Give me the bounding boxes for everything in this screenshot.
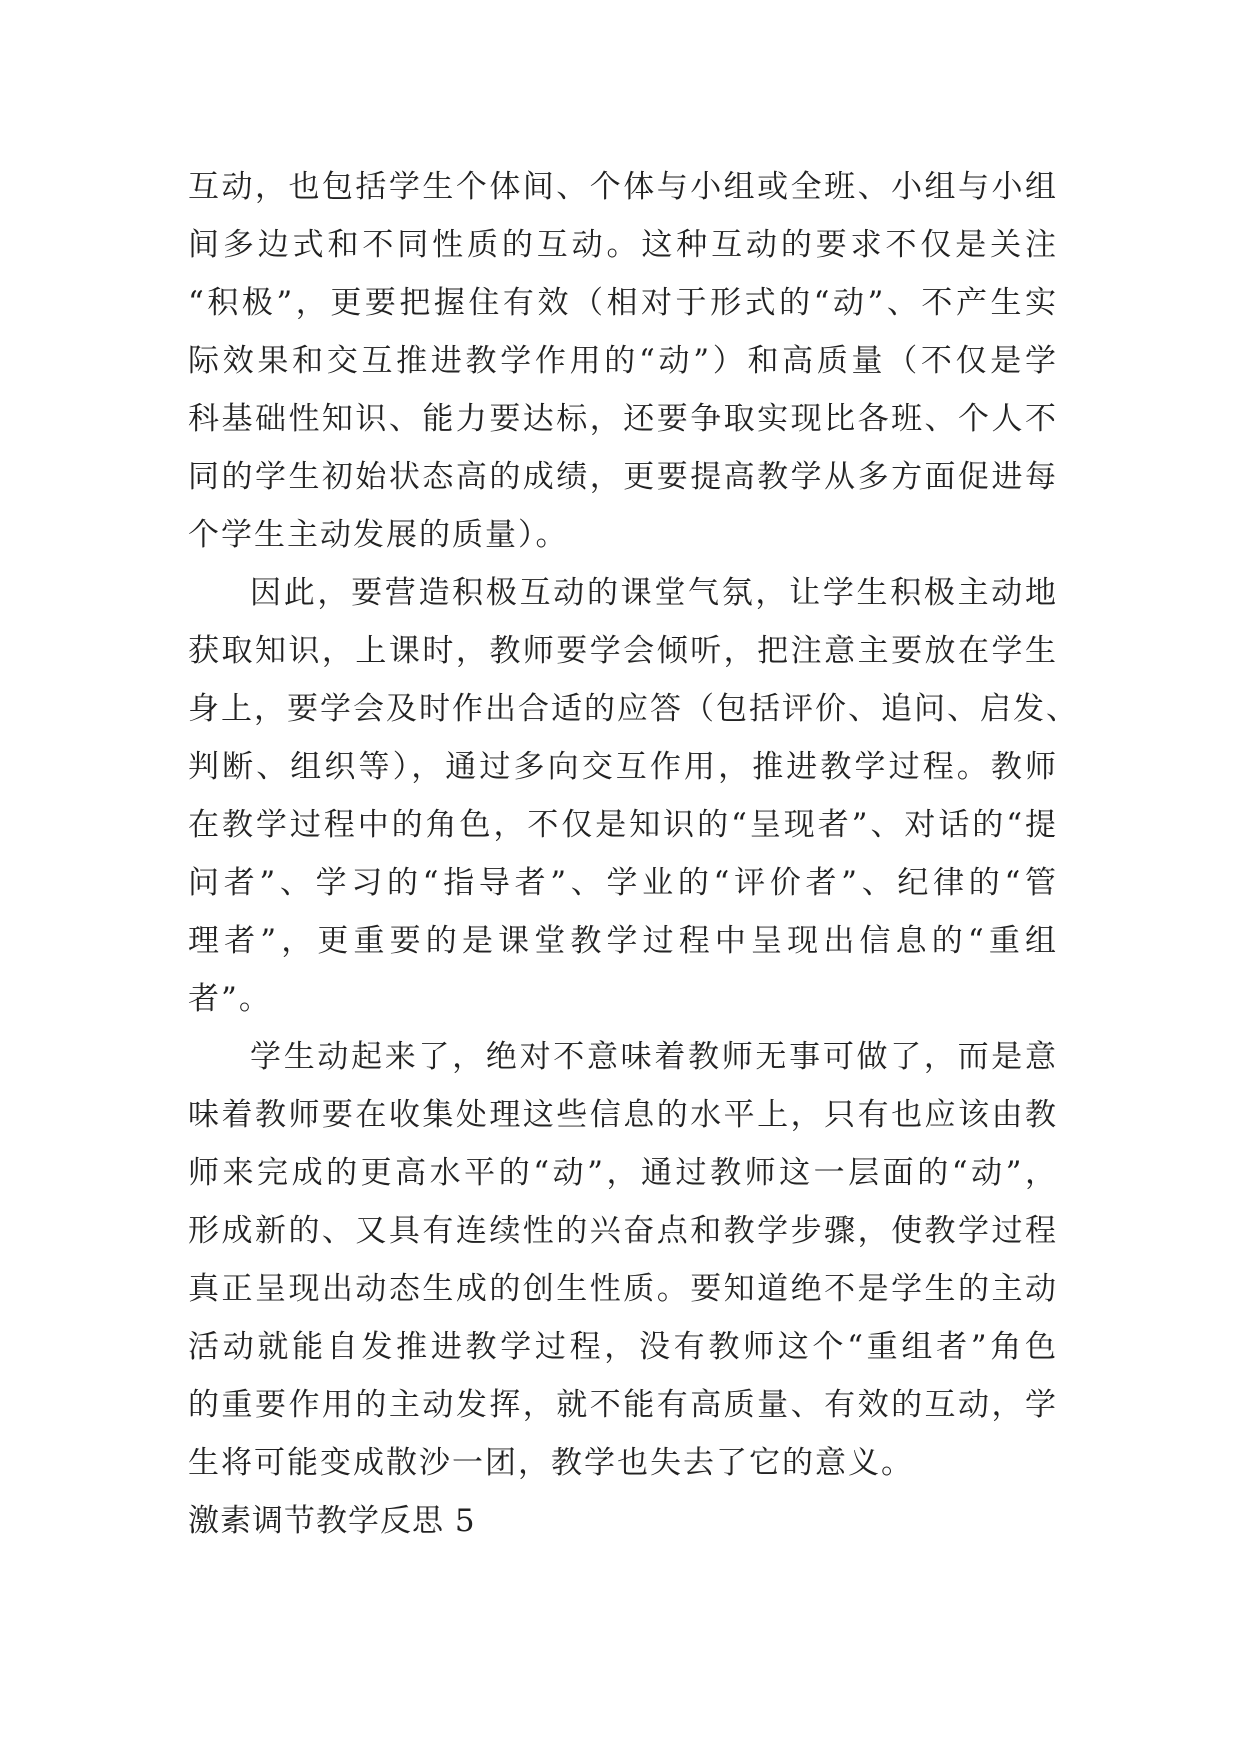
text-line: 身上，要学会及时作出合适的应答（包括评价、追问、启发、 bbox=[188, 691, 1079, 727]
paragraph-3 bbox=[188, 1028, 1058, 1492]
text-line: 个学生主动发展的质量）。 bbox=[188, 517, 569, 553]
text-line: 在教学过程中的角色，不仅是知识的“呈现者”、对话的“提 bbox=[188, 807, 1058, 843]
text-line: “积极”，更要把握住有效（相对于形式的“动”、不产生实 bbox=[188, 285, 1058, 321]
text-line: 生将可能变成散沙一团，教学也失去了它的意义。 bbox=[188, 1445, 914, 1481]
text-line: 活动就能自发推进教学过程，没有教师这个“重组者”角色 bbox=[188, 1329, 1058, 1365]
text-line: 形成新的、又具有连续性的兴奋点和教学步骤，使教学过程 bbox=[188, 1213, 1058, 1249]
text-line: 因此，要营造积极互动的课堂气氛，让学生积极主动地 bbox=[250, 575, 1058, 611]
text-line: 科基础性知识、能力要达标，还要争取实现比各班、个人不 bbox=[188, 401, 1058, 437]
text-line: 际效果和交互推进教学作用的“动”）和高质量（不仅是学 bbox=[188, 343, 1058, 379]
text-line: 味着教师要在收集处理这些信息的水平上，只有也应该由教 bbox=[188, 1097, 1058, 1133]
paragraph-2 bbox=[188, 564, 1079, 1028]
text-line: 学生动起来了，绝对不意味着教师无事可做了，而是意 bbox=[250, 1039, 1058, 1075]
text-line: 真正呈现出动态生成的创生性质。要知道绝不是学生的主动 bbox=[188, 1271, 1058, 1307]
paragraph-1 bbox=[188, 158, 1058, 564]
text-line: 判断、组织等），通过多向交互作用，推进教学过程。教师 bbox=[188, 749, 1058, 785]
section-heading: 激素调节教学反思 5 bbox=[188, 1503, 476, 1539]
text-line: 问者”、学习的“指导者”、学业的“评价者”、纪律的“管 bbox=[188, 865, 1058, 901]
document-body bbox=[188, 158, 1079, 1550]
text-line: 同的学生初始状态高的成绩，更要提高教学从多方面促进每 bbox=[188, 459, 1058, 495]
text-line: 师来完成的更高水平的“动”，通过教师这一层面的“动”， bbox=[188, 1155, 1058, 1191]
text-line: 的重要作用的主动发挥，就不能有高质量、有效的互动，学 bbox=[188, 1387, 1058, 1423]
text-line: 互动，也包括学生个体间、个体与小组或全班、小组与小组 bbox=[188, 169, 1058, 205]
text-line: 理者”，更重要的是课堂教学过程中呈现出信息的“重组 bbox=[188, 923, 1058, 959]
text-line: 获取知识，上课时，教师要学会倾听，把注意主要放在学生 bbox=[188, 633, 1058, 669]
text-line: 者”。 bbox=[188, 981, 272, 1017]
text-line: 间多边式和不同性质的互动。这种互动的要求不仅是关注 bbox=[188, 227, 1058, 263]
